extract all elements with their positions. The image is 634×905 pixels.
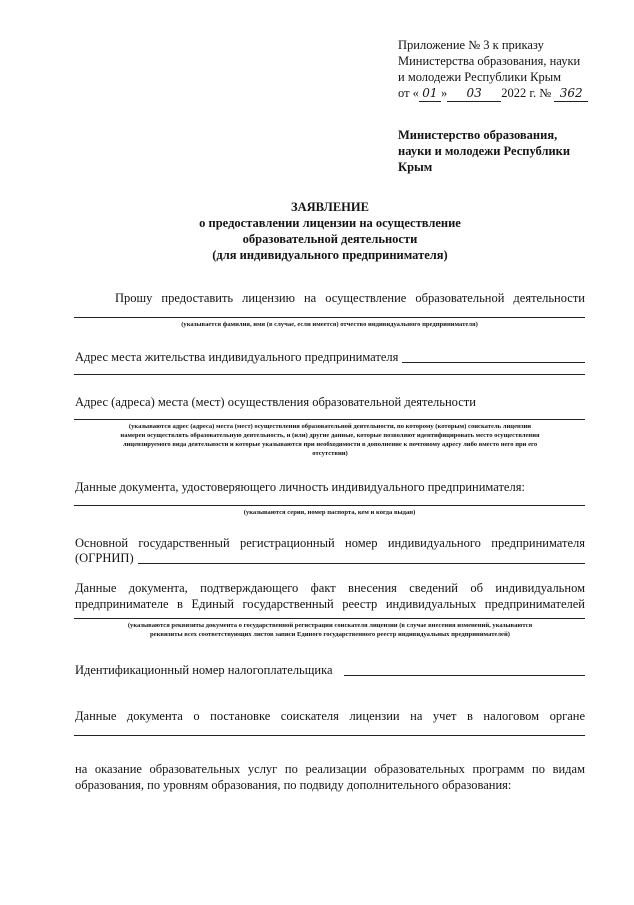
- date-month: 03: [447, 86, 501, 102]
- order-number: 362: [554, 86, 588, 102]
- egrip-note-1: (указываются реквизиты документа о государственной регистрации соискателя лицензии (в случае внесения изменений, указываются: [127, 622, 533, 629]
- appendix-line-3: и молодежи Республики Крым: [398, 70, 562, 84]
- activity-address-note-4: отсутствии): [312, 450, 348, 457]
- addressee-line-1: Министерство образования,: [398, 128, 558, 142]
- request-text: Прошу предоставить лицензию на осуществление образовательной деятельности: [115, 291, 585, 305]
- egrip-label-line-2: предпринимателе в Единый государственный реестр индивидуальных предпринимателей: [75, 597, 585, 611]
- document-subtitle-3: (для индивидуального предпринимателя): [212, 248, 448, 262]
- identity-note: (указываются серия, номер паспорта, кем и когда выдан): [243, 509, 416, 516]
- appendix-line-2: Министерства образования, науки: [398, 54, 581, 68]
- residence-field-line-1[interactable]: [402, 362, 585, 363]
- inn-field-line[interactable]: [344, 675, 585, 676]
- ogrnip-label-line-1: Основной государственный регистрационный номер индивидуального предпринимателя: [75, 536, 585, 550]
- residence-label: Адрес места жительства индивидуального предпринимателя: [75, 350, 399, 364]
- name-field-line[interactable]: [74, 317, 585, 318]
- ogrnip-label-line-2: (ОГРНИП): [75, 551, 134, 565]
- activity-address-note-3: лицензируемого вида деятельности и которые указываются при необходимости в дополнение к почтовому адресу либо вместо него при его: [122, 441, 538, 448]
- tax-label: Данные документа о постановке соискателя лицензии на учет в налоговом органе: [75, 709, 585, 723]
- document-title: ЗАЯВЛЕНИЕ: [291, 200, 369, 214]
- inn-label: Идентификационный номер налогоплательщика: [75, 663, 333, 677]
- identity-label: Данные документа, удостоверяющего личность индивидуального предпринимателя:: [75, 480, 525, 494]
- addressee-line-2: науки и молодежи Республики: [398, 144, 571, 158]
- ogrnip-field-line[interactable]: [138, 563, 585, 564]
- addressee-line-3: Крым: [398, 160, 433, 174]
- egrip-field-line[interactable]: [74, 618, 585, 619]
- date-mid: »: [440, 86, 448, 100]
- egrip-note-2: реквизиты всех соответствующих листов записи Единого государственного реестр индивидуальных предпринимателей): [150, 631, 510, 638]
- services-line-2: образования, по уровням образования, по подвиду дополнительного образования:: [75, 778, 512, 792]
- tax-field-line[interactable]: [74, 735, 585, 736]
- services-line-1: на оказание образовательных услуг по реализации образовательных программ по видам: [75, 762, 585, 776]
- date-year: 2022 г. №: [501, 86, 552, 100]
- appendix-line-1: Приложение № 3 к приказу: [398, 38, 544, 52]
- activity-address-field-line[interactable]: [74, 419, 585, 420]
- date-day: 01: [419, 86, 441, 102]
- document-subtitle-1: о предоставлении лицензии на осуществление: [199, 216, 461, 230]
- egrip-label-line-1: Данные документа, подтверждающего факт внесения сведений об индивидуальном: [75, 581, 585, 595]
- activity-address-note-1: (указываются адрес (адреса) места (мест) осуществления образовательной деятельности, по которому (которым) соискатель лицензии: [128, 423, 532, 430]
- date-prefix: от «: [398, 86, 419, 100]
- appendix-date-line: [398, 86, 588, 102]
- identity-field-line[interactable]: [74, 505, 585, 506]
- residence-field-line-2[interactable]: [74, 374, 585, 375]
- activity-address-label: Адрес (адреса) места (мест) осуществления образовательной деятельности: [75, 395, 476, 409]
- activity-address-note-2: намерен осуществлять образовательную деятельность, и (или) другие данные, которые позволяют идентифицировать место осуществления: [120, 432, 540, 439]
- name-field-note: (указывается фамилия, имя (в случае, если имеется) отчество индивидуального предпринимателя): [181, 321, 478, 328]
- document-subtitle-2: образовательной деятельности: [242, 232, 418, 246]
